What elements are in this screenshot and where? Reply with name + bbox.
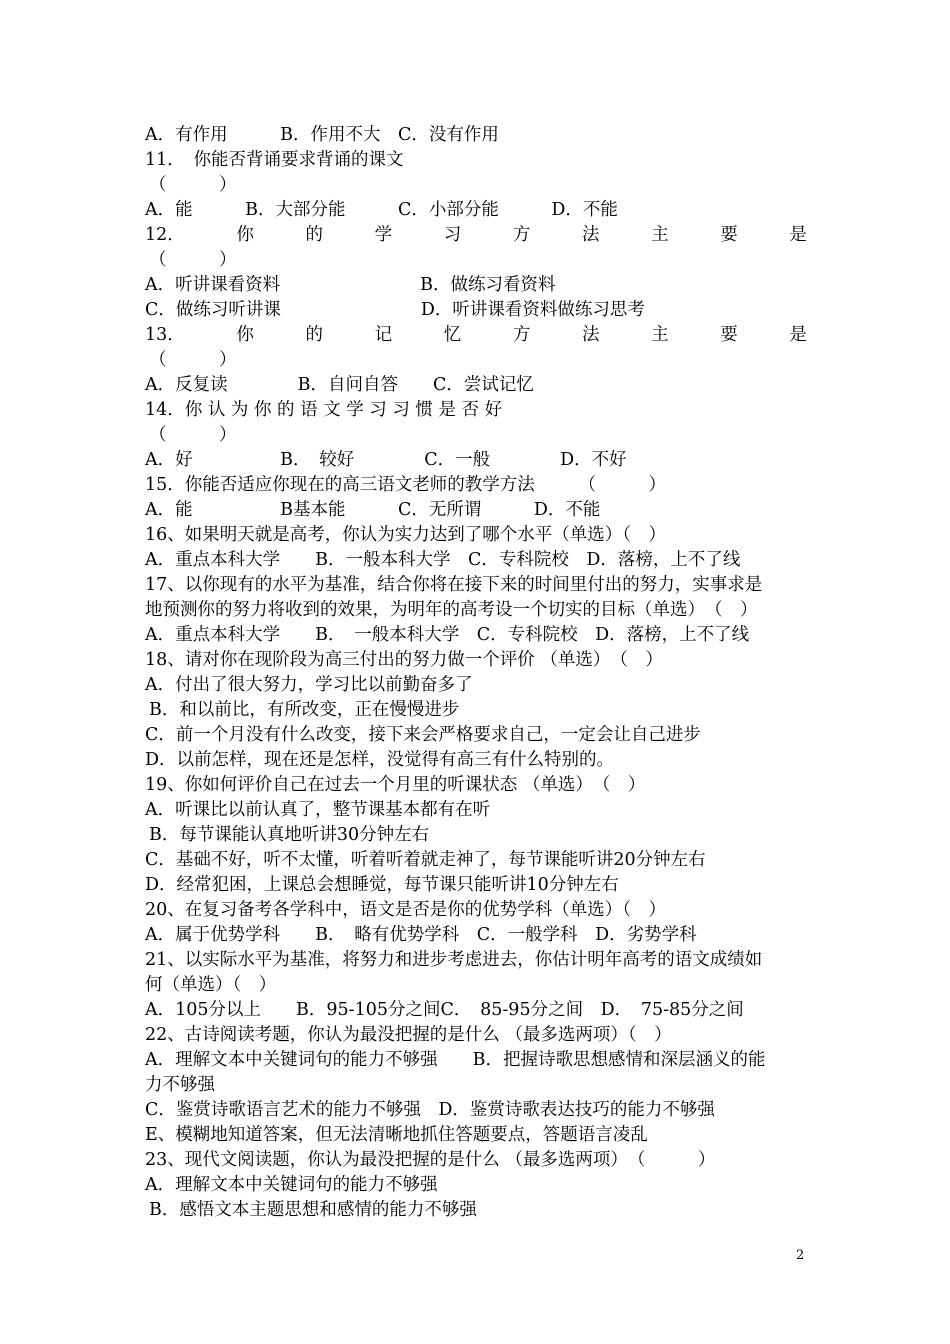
q12-word: 是 [789,225,807,245]
q16-text: 16、如果明天就是高考，你认为实力达到了哪个水平（单选）（ ） [145,525,667,545]
q18-option-a: A．付出了很大努力，学习比以前勤奋多了 [145,675,473,695]
q15-options: A．能 B基本能 C．无所谓 D．不能 [145,500,601,520]
q11-options: A．能 B．大部分能 C．小部分能 D．不能 [145,200,618,220]
q16-options: A．重点本科大学 B．一般本科大学 C．专科院校 D．落榜，上不了线 [145,550,741,570]
q19-option-d: D．经常犯困，上课总会想睡觉，每节课只能听讲10分钟左右 [145,875,619,895]
q13-word: 方 [512,325,531,345]
q21-text-line2: 何（单选）（ ） [145,975,277,995]
q20-options: A．属于优势学科 B． 略有优势学科 C．一般学科 D．劣势学科 [145,925,697,945]
q13-word: 要 [720,325,738,345]
q12-answer-blank: （ ） [149,250,237,270]
q20-text: 20、在复习备考各学科中，语文是否是你的优势学科（单选）（ ） [145,900,667,920]
q12-options-ab: A．听讲课看资料 B．做练习看资料 [145,275,556,295]
q13-word: 忆 [443,325,462,345]
q19-option-b: B．每节课能认真地听讲30分钟左右 [149,825,430,845]
q13-word: 记 [374,325,393,345]
q12-word: 学 [374,225,393,245]
q21-options: A．105分以上 B．95-105分之间C． 85-95分之间 D． 75-85分之间 [145,1000,744,1020]
q23-option-b: B．感悟文本主题思想和感情的能力不够强 [149,1200,477,1220]
q12-word: 方 [512,225,531,245]
q12-word: 习 [443,225,462,245]
q15-text: 15．你能否适应你现在的高三语文老师的教学方法 （ ） [145,475,667,495]
q13-word: 13． [145,325,185,345]
q17-options: A．重点本科大学 B． 一般本科大学 C．专科院校 D．落榜，上不了线 [145,625,750,645]
q22-options-cd: C．鉴赏诗歌语言艺术的能力不够强 D．鉴赏诗歌表达技巧的能力不够强 [145,1100,715,1120]
q13-word: 是 [789,325,807,345]
q19-option-c: C．基础不好，听不太懂，听着听着就走神了，每节课能听讲20分钟左右 [145,850,706,870]
q12-word: 12． [145,225,185,245]
q14-answer-blank: （ ） [149,425,237,445]
q13-word: 法 [582,325,600,345]
q17-text-line1: 17、以你现有的水平为基准，结合你将在接下来的时间里付出的努力，实事求是 [145,575,763,595]
q13-word: 你 [236,325,254,345]
q22-option-e: E、模糊地知道答案，但无法清晰地抓住答题要点，答题语言凌乱 [145,1125,648,1145]
q10-options: A．有作用 B．作用不大 C．没有作用 [145,125,499,145]
q23-text: 23、现代文阅读题，你认为最没把握的是什么 （最多选两项） （ ） [145,1150,716,1170]
q23-option-a: A．理解文本中关键词句的能力不够强 [145,1175,438,1195]
q14-text: 14．你 认 为 你 的 语 文 学 习 习 惯 是 否 好 [145,400,503,420]
q19-option-a: A．听课比以前认真了，整节课基本都有在听 [145,800,491,820]
q11-text: 11． 你能否背诵要求背诵的课文 [145,150,404,170]
q13-answer-blank: （ ） [149,350,237,370]
q14-options: A．好 B． 较好 C．一般 D．不好 [145,450,627,470]
q17-text-line2: 地预测你的努力将收到的效果，为明年的高考设一个切实的目标（单选） （ ） [145,600,758,620]
q12-options-cd: C．做练习听讲课 D．听讲课看资料做练习思考 [145,300,645,320]
q22-options-ab: A．理解文本中关键词句的能力不够强 B．把握诗歌思想感情和深层涵义的能 [145,1050,766,1070]
q12-word: 的 [305,225,324,245]
q12-word: 你 [236,225,254,245]
q12-word: 法 [582,225,600,245]
q18-option-c: C．前一个月没有什么改变，接下来会严格要求自己，一定会让自己进步 [145,725,701,745]
q18-option-b: B．和以前比，有所改变，正在慢慢进步 [149,700,460,720]
page-number: 2 [796,1248,805,1263]
q19-text: 19、你如何评价自己在过去一个月里的听课状态 （单选） （ ） [145,775,646,795]
q22-text: 22、古诗阅读考题，你认为最没把握的是什么 （最多选两项）（ ） [145,1025,672,1045]
q13-text [145,323,807,348]
q12-text [145,223,807,248]
q21-text-line1: 21、以实际水平为基准，将努力和进步考虑进去，你估计明年高考的语文成绩如 [145,950,763,970]
q13-word: 主 [651,325,669,345]
q12-word: 主 [651,225,669,245]
q18-option-d: D．以前怎样，现在还是怎样，没觉得有高三有什么特别的。 [145,750,615,770]
q13-word: 的 [305,325,324,345]
q11-answer-blank: （ ） [149,175,237,195]
q12-word: 要 [720,225,738,245]
q18-text: 18、请对你在现阶段为高三付出的努力做一个评价 （单选） （ ） [145,650,663,670]
q13-options: A．反复读 B．自问自答 C．尝试记忆 [145,375,534,395]
q22-options-ab-cont: 力不够强 [145,1075,215,1095]
